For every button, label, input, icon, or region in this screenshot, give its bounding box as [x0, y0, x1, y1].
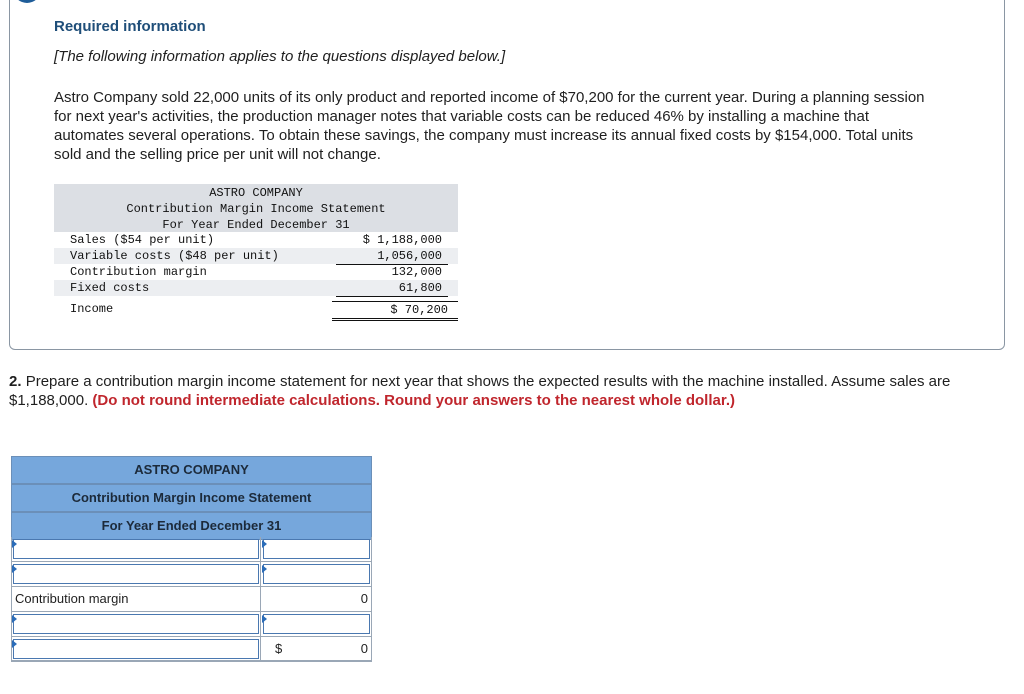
contribution-margin-label: Contribution margin	[11, 587, 261, 611]
answer-row-5	[11, 637, 372, 662]
info-badge-icon	[13, 0, 41, 3]
statement-header	[54, 184, 458, 232]
statement-row-variable-costs: Variable costs ($48 per unit) 1,056,000	[54, 248, 458, 264]
problem-description: Astro Company sold 22,000 units of its only product and reported income of $70,200 for the current year. During a planning session for next year's activities, the production manager notes that variable costs can be reduced 46% by installing a machine that automates several operations. To obtain these savings, the company must increase its annual fixed costs by $154,000. Total units sold and the selling price per unit will not change.	[54, 89, 925, 163]
question-2	[9, 372, 1009, 410]
question-number: 2.	[9, 373, 22, 390]
answer-company: ASTRO COMPANY	[11, 456, 372, 484]
statement-row-sales: Sales ($54 per unit) $ 1,188,000	[70, 233, 442, 247]
dropdown-marker-icon	[12, 565, 17, 573]
answer-row-4-label-input[interactable]	[13, 614, 259, 634]
answer-row-contribution-margin	[11, 587, 372, 612]
dollar-sign: $	[275, 641, 283, 656]
statement-row-income: Income $ 70,200	[54, 301, 458, 317]
statement-period: For Year Ended December 31	[162, 218, 350, 232]
question-text: Prepare a contribution margin income statement for next year that shows the expected results with the machine installed. Assume sales are $1,188,000.	[9, 373, 951, 409]
answer-grid	[11, 537, 372, 662]
answer-row-4-amount-input[interactable]	[263, 614, 370, 634]
answer-row-1	[11, 537, 372, 562]
dropdown-marker-icon	[12, 540, 17, 548]
answer-row-5-label-input[interactable]	[13, 639, 259, 659]
dropdown-marker-icon	[262, 615, 267, 623]
given-income-statement	[54, 184, 458, 324]
statement-company: ASTRO COMPANY	[209, 186, 303, 200]
answer-table-header	[11, 456, 372, 540]
statement-title: Contribution Margin Income Statement	[126, 202, 386, 216]
answer-row-1-label-input[interactable]	[13, 539, 259, 559]
answer-row-1-amount-input[interactable]	[263, 539, 370, 559]
dropdown-marker-icon	[262, 540, 267, 548]
final-value: 0	[360, 641, 368, 656]
dropdown-marker-icon	[12, 615, 17, 623]
answer-row-2-amount-input[interactable]	[263, 564, 370, 584]
answer-row-4	[11, 612, 372, 637]
info-note: [The following information applies to the questions displayed below.]	[54, 48, 506, 65]
dropdown-marker-icon	[12, 640, 17, 648]
statement-row-contribution-margin: Contribution margin 132,000	[70, 265, 442, 279]
statement-row-fixed-costs: Fixed costs 61,800	[54, 280, 458, 296]
answer-row-2	[11, 562, 372, 587]
question-instruction: (Do not round intermediate calculations. Round your answers to the nearest whole dollar.)	[92, 392, 736, 409]
answer-period: For Year Ended December 31	[11, 512, 372, 540]
answer-title: Contribution Margin Income Statement	[11, 484, 372, 512]
contribution-margin-value: 0	[360, 591, 368, 606]
answer-row-2-label-input[interactable]	[13, 564, 259, 584]
dropdown-marker-icon	[262, 565, 267, 573]
required-information-title: Required information	[54, 18, 206, 35]
